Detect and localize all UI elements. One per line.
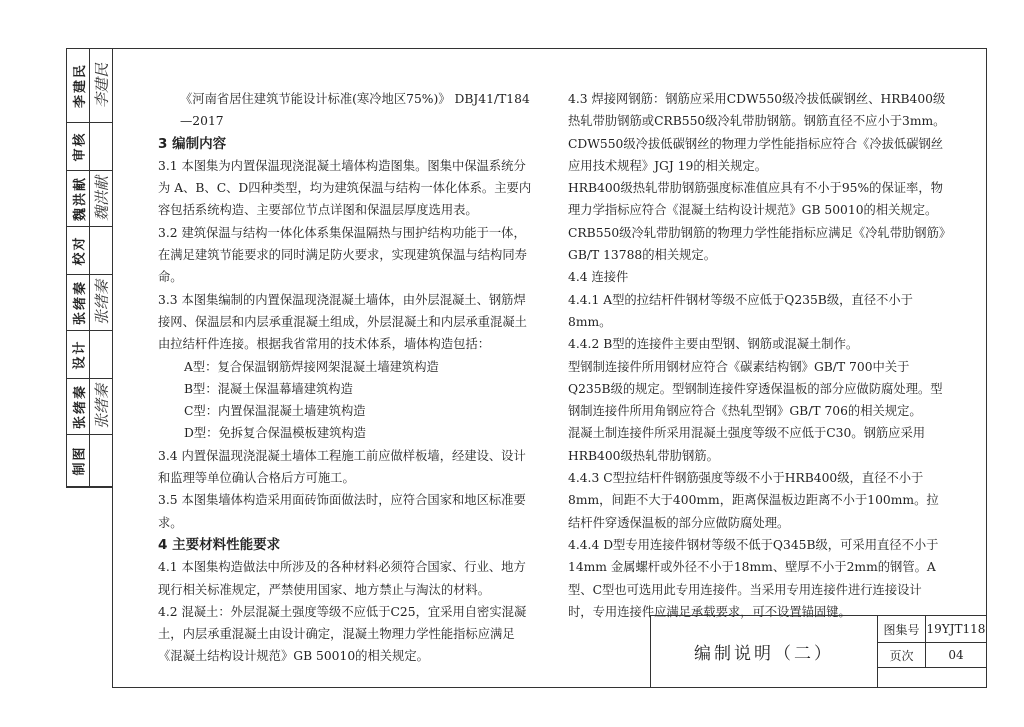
signature-cell — [89, 123, 113, 170]
paragraph: CRB550级冷轧带肋钢筋的物理力学性能指标应满足《冷轧带肋钢筋》GB/T 13788的相关规定。 — [568, 225, 946, 263]
paragraph: 3.1 本图集为内置保温现浇混凝土墙体构造图集。图集中保温系统分为 A、B、C、D四种类型，均为建筑保温与结构一体化体系。主要内容包括系统构造、主要部位节点详图和保温层厚度选用表。 — [158, 158, 532, 218]
signature-text: 李建民 — [92, 62, 111, 109]
signature-cell — [89, 331, 113, 378]
role-label — [67, 275, 90, 330]
paragraph: 4.1 本图集构造做法中所涉及的各种材料必须符合国家、行业、地方现行相关标准规定，严禁使用国家、地方禁止与淘汰的材料。 — [158, 560, 526, 597]
list-item: D型：免拆复合保温模板建筑构造 — [184, 426, 367, 441]
signature-row — [67, 49, 113, 123]
paragraph: 3.5 本图集墙体构造采用面砖饰面做法时，应符合国家和地区标准要求。 — [158, 493, 526, 530]
drawing-title: 编制说明（二） — [651, 616, 878, 687]
atlas-number-label: 图集号 — [878, 616, 926, 643]
signature-row — [67, 435, 113, 487]
left-column — [158, 88, 534, 668]
standard-reference: 《河南省居住建筑节能设计标准(寒冷地区75%)》 DBJ41/T184—2017 — [180, 92, 530, 129]
signature-text: 张绪秦 — [92, 279, 111, 326]
role-label-text: 审核 — [72, 131, 88, 162]
list-item: B型：混凝土保温幕墙建筑构造 — [184, 381, 353, 396]
role-label — [67, 49, 90, 122]
signature-cell — [89, 379, 113, 434]
signature-cell — [89, 49, 113, 122]
signature-cell — [89, 275, 113, 330]
role-label-text: 设计 — [72, 339, 88, 370]
signature-text: 魏洪献 — [92, 175, 111, 222]
role-label — [67, 379, 90, 434]
signature-strip — [66, 48, 113, 488]
role-label — [67, 331, 90, 378]
role-label-text: 校对 — [72, 235, 88, 266]
role-label — [67, 123, 90, 170]
paragraph: 4.4.3 C型拉结杆件钢筋强度等级不小于HRB400级，直径不小于8mm，间距不大于400mm，距离保温板边距离不小于100mm。拉结杆件穿透保温板的部分应做防腐处理。 — [568, 471, 939, 530]
section-heading: 3 编制内容 — [158, 135, 227, 152]
section-heading: 4 主要材料性能要求 — [158, 536, 281, 553]
signature-cell — [89, 435, 113, 486]
paragraph: 3.3 本图集编制的内置保温现浇混凝土墙体，由外层混凝土、钢筋焊接网、保温层和内层承重混凝土组成，外层混凝土和内层承重混凝土由拉结杆件连接。根据我省常用的技术体系，墙体构造包括： — [158, 292, 527, 352]
signature-row — [67, 331, 113, 379]
page-label: 页次 — [878, 643, 926, 668]
role-label — [67, 171, 90, 226]
paragraph: 3.4 内置保温现浇混凝土墙体工程施工前应做样板墙，经建设、设计和监理等单位确认合格后方可施工。 — [158, 448, 526, 486]
paragraph: HRB400级热轧带肋钢筋强度标准值应具有不小于95%的保证率，物理力学指标应符合《混凝土结构设计规范》GB 50010的相关规定。 — [568, 181, 943, 218]
signature-row — [67, 275, 113, 331]
signature-text: 张绪秦 — [92, 383, 111, 430]
paragraph: 4.4.1 A型的拉结杆件钢材等级不应低于Q235B级，直径不小于8mm。 — [568, 292, 913, 329]
list-item: A型：复合保温钢筋焊接网架混凝土墙建筑构造 — [184, 359, 439, 374]
paragraph: 混凝土制连接件所采用混凝土强度等级不应低于C30。钢筋应采用HRB400级热轧带肋钢筋。 — [568, 426, 926, 463]
atlas-number-value: 19YJT118 — [926, 616, 986, 643]
role-label-text: 制图 — [72, 445, 88, 476]
role-label — [67, 435, 90, 486]
signature-cell — [89, 227, 113, 274]
paragraph: 4.4.2 B型的连接件主要由型钢、钢筋或混凝土制作。 — [568, 337, 859, 352]
title-block — [650, 615, 986, 687]
role-label-text: 张绪秦 — [72, 383, 88, 430]
paragraph: 4.4.4 D型专用连接件钢材等级不低于Q345B级，可采用直径不小于14mm 金属螺杆或外径不小于18mm、壁厚不小于2mm的钢管。A型、C型也可选用此专用连接件。当采用专用连接件进行连接设计时，专用连接件应满足承载要求，可不设置锚固键。 — [568, 537, 939, 619]
role-label — [67, 227, 90, 274]
paragraph: 4.4 连接件 — [568, 270, 629, 285]
signature-row — [67, 227, 113, 275]
signature-row — [67, 123, 113, 171]
paragraph: 型钢制连接件所用钢材应符合《碳素结构钢》GB/T 700中关于Q235B级的规定。型钢制连接件穿透保温板的部分应做防腐处理。型钢制连接件所用角钢应符合《热轧型钢》GB/T 706的相关规定。 — [568, 359, 943, 419]
paragraph: CDW550级冷拔低碳钢丝的物理力学性能指标应符合《冷拔低碳钢丝应用技术规程》JGJ 19的相关规定。 — [568, 136, 944, 173]
page-value: 04 — [926, 643, 986, 668]
list-item: C型：内置保温混凝土墙建筑构造 — [184, 404, 366, 419]
paragraph: 3.2 建筑保温与结构一体化体系集保温隔热与围护结构功能于一体，在满足建筑节能要求的同时满足防火要求，实现建筑保温与结构同寿命。 — [158, 225, 527, 285]
paragraph: 4.3 焊接网钢筋：钢筋应采用CDW550级冷拔低碳钢丝、HRB400级热轧带肋钢筋或CRB550级冷轧带肋钢筋。钢筋直径不应小于3mm。 — [568, 92, 946, 129]
paragraph: 4.2 混凝土：外层混凝土强度等级不应低于C25，宜采用自密实混凝土，内层承重混凝土由设计确定，混凝土物理力学性能指标应满足《混凝土结构设计规范》GB 50010的相关规定。 — [158, 604, 527, 664]
signature-row — [67, 379, 113, 435]
role-label-text: 张绪秦 — [72, 279, 88, 326]
role-label-text: 魏洪献 — [72, 175, 88, 222]
role-label-text: 李建民 — [72, 62, 88, 109]
signature-cell — [89, 171, 113, 226]
signature-row — [67, 171, 113, 227]
right-column — [568, 88, 946, 623]
